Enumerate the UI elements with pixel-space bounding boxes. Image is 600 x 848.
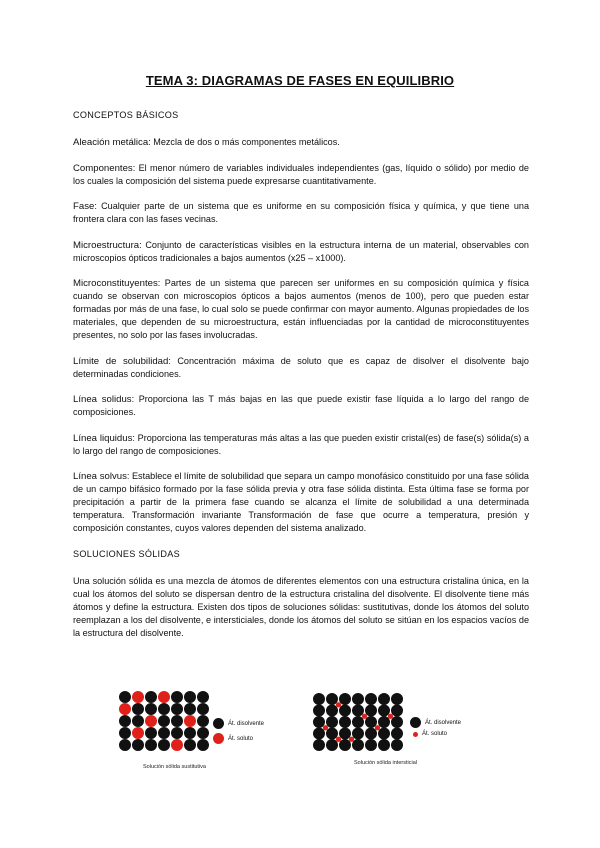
solvent-atom-icon — [410, 717, 421, 728]
definition-paragraph — [73, 470, 529, 535]
solute-atom — [171, 739, 183, 751]
solvent-atom — [365, 739, 377, 751]
definition-text: : Cualquier parte de un sistema que es uniforme en su composición física y química, y que tiene una frontera clara con las fases vecinas. — [73, 201, 529, 224]
solvent-atom — [145, 691, 157, 703]
solvent-atom — [313, 716, 325, 728]
definition-paragraph — [73, 393, 529, 419]
solvent-atom — [339, 739, 351, 751]
fig2-caption: Solución sólida intersticial — [354, 760, 417, 766]
solute-atom — [336, 702, 341, 707]
solvent-atom — [352, 705, 364, 717]
solute-atom — [132, 691, 144, 703]
definition-paragraph — [73, 136, 529, 149]
solvent-atom — [184, 703, 196, 715]
definition-text: : Establece el límite de solubilidad que separa un campo monofásico constituido por una fase sólida de un campo bifásico formado por la fase sólida previa y otra fase sólida distinta. Esta última fase se forma por precipitación a partir de la primera fase cuando se alcanza el límite de solubilidad a una determinada temperatura. Transformación invariante Transformación de fase que ocurre a temperatura, presión y composición constantes, cuyos valores dependen del sistema analizado. — [73, 471, 529, 533]
solvent-atom — [391, 739, 403, 751]
definition-term: Aleación metálica — [73, 137, 149, 148]
solvent-atom — [326, 728, 338, 740]
solute-atom — [362, 714, 367, 719]
substitutional-lattice-diagram — [118, 690, 212, 752]
solvent-atom — [313, 693, 325, 705]
definition-paragraph — [73, 432, 529, 458]
solvent-atom — [352, 693, 364, 705]
solute-atom — [158, 691, 170, 703]
solvent-atom — [145, 727, 157, 739]
solvent-atom — [145, 739, 157, 751]
solute-atom — [336, 737, 341, 742]
solvent-atom — [132, 715, 144, 727]
solvent-atom — [326, 705, 338, 717]
solvent-atom — [313, 739, 325, 751]
solute-atom — [119, 703, 131, 715]
solvent-atom — [326, 693, 338, 705]
solvent-atom — [184, 691, 196, 703]
solvent-atom — [197, 715, 209, 727]
solvent-atom — [197, 691, 209, 703]
definition-text: : El menor número de variables individuales independientes (gas, líquido o sólido) por medio de los cuales la composición del sistema puede expresarse cuantitativamente. — [73, 162, 529, 186]
solute-atom — [349, 737, 354, 742]
definition-text: : Partes de un sistema que parecen ser uniformes en su composición química y física cuando se observan con microscopios ópticos a bajos aumentos (menos de 100), pero que pueden estar formadas por más de una fase, lo cual solo se puede confirmar con mayor aumento. Algunas propiedades de los materiales, que dependen de su microestructura, están influenciadas por la cantidad de microconstituyentes presentes, no solo por las fases involucradas. — [73, 278, 529, 340]
definition-term: Fase — [73, 201, 95, 212]
solvent-atom — [391, 705, 403, 717]
section-heading-soluciones: SOLUCIONES SÓLIDAS — [73, 548, 180, 559]
definition-term: Línea solvus — [73, 471, 127, 482]
solvent-atom — [119, 691, 131, 703]
solvent-atom — [378, 693, 390, 705]
definition-text: : Proporciona las T más bajas en las que puede existir fase líquida a lo largo del rango de composiciones. — [73, 394, 529, 417]
definition-paragraph — [73, 277, 529, 342]
figures-area — [118, 690, 498, 780]
definition-text: : Concentración máxima de soluto que es capaz de disolver el disolvente bajo determinadas condiciones. — [73, 355, 529, 379]
solvent-atom — [197, 739, 209, 751]
solvent-atom — [352, 716, 364, 728]
figure-substitutional — [118, 690, 212, 752]
fig1-legend-solute — [213, 733, 253, 744]
solvent-atom — [313, 705, 325, 717]
document-body — [73, 109, 529, 652]
solvent-atom — [365, 693, 377, 705]
solvent-atom — [145, 703, 157, 715]
solute-atom — [323, 725, 328, 730]
solvent-atom — [171, 703, 183, 715]
solvent-atom — [184, 739, 196, 751]
solvent-atom — [119, 715, 131, 727]
solvent-atom — [365, 705, 377, 717]
definition-term: Límite de solubilidad — [73, 355, 169, 367]
solvent-atom — [158, 715, 170, 727]
solvent-atom — [171, 727, 183, 739]
definitions-list — [73, 136, 529, 535]
solvent-atom — [339, 693, 351, 705]
solvent-atom — [132, 739, 144, 751]
solvent-atom — [365, 716, 377, 728]
solute-atom — [388, 714, 393, 719]
solute-atom — [132, 727, 144, 739]
solute-atom — [145, 715, 157, 727]
solvent-atom — [119, 727, 131, 739]
solvent-atom — [378, 739, 390, 751]
solvent-atom — [378, 728, 390, 740]
solvent-atom — [158, 739, 170, 751]
solvent-atom — [119, 739, 131, 751]
definition-text: : Mezcla de dos o más componentes metálicos. — [148, 137, 340, 147]
solvent-atom — [313, 728, 325, 740]
fig1-legend-solute-label: Át. soluto — [228, 735, 254, 742]
solvent-atom — [339, 716, 351, 728]
solvent-atom — [197, 727, 209, 739]
solvent-atom — [365, 728, 377, 740]
definition-paragraph — [73, 200, 529, 226]
solvent-atom — [171, 691, 183, 703]
definition-paragraph — [73, 162, 529, 188]
solvent-atom — [378, 705, 390, 717]
solvent-atom — [171, 715, 183, 727]
definition-term: Microestructura — [73, 239, 140, 251]
page-title: TEMA 3: DIAGRAMAS DE FASES EN EQUILIBRIO — [145, 73, 455, 88]
definition-term: Componentes — [73, 162, 133, 174]
definition-paragraph — [73, 239, 529, 265]
fig2-legend-solvent-label: Át. disolvente — [425, 719, 462, 726]
definition-text: : Conjunto de características visibles en la estructura interna de un material, observables con microscopios ópticos tradicionales a bajos aumentos (x25 – x1000). — [73, 239, 529, 263]
definition-paragraph — [73, 355, 529, 381]
solvent-atom — [184, 727, 196, 739]
solvent-atom — [158, 703, 170, 715]
solute-atom — [375, 725, 380, 730]
solvent-atom — [197, 703, 209, 715]
solute-atom-icon — [213, 733, 224, 744]
solvent-atom — [339, 728, 351, 740]
interstitial-lattice-diagram — [312, 692, 404, 752]
solvent-atom — [378, 716, 390, 728]
solvent-atom-icon — [213, 718, 224, 729]
fig1-legend-solvent-label: Át. disolvente — [228, 720, 265, 727]
definition-term: Línea solidus — [73, 394, 132, 405]
solvent-atom — [339, 705, 351, 717]
fig1-legend-solvent — [213, 718, 264, 729]
solvent-atom — [391, 728, 403, 740]
fig2-legend-solvent — [410, 717, 461, 728]
definition-text: : Proporciona las temperaturas más altas a las que pueden existir cristal(es) de fase(s) sólida(s) a lo largo del rango de composiciones. — [73, 432, 529, 456]
solute-atom — [184, 715, 196, 727]
solute-atom-icon — [413, 732, 418, 737]
solvent-atom — [326, 739, 338, 751]
solvent-atom — [132, 703, 144, 715]
section-heading-conceptos: CONCEPTOS BÁSICOS — [73, 110, 179, 120]
solutions-paragraph: Una solución sólida es una mezcla de átomos de diferentes elementos con una estructura cristalina única, en la cual los átomos del soluto se dispersan dentro de la estructura cristalina del disolvente. El disolvente tiene más átomos y define la estructura. Existen dos tipos de soluciones sólidas: sustitutivas, donde los átomos del soluto reemplazan a los del disolvente, e intersticiales, donde los átomos del soluto se sitúan en los espacios vacíos de la estructura del disolvente. — [73, 575, 529, 638]
fig2-legend-solute — [413, 731, 447, 737]
solvent-atom — [158, 727, 170, 739]
solvent-atom — [326, 716, 338, 728]
solvent-atom — [352, 739, 364, 751]
definition-term: Línea liquidus — [73, 432, 133, 444]
solvent-atom — [352, 728, 364, 740]
definition-term: Microconstituyentes — [73, 278, 158, 289]
fig1-caption: Solución sólida sustitutiva — [143, 764, 206, 770]
solvent-atom — [391, 693, 403, 705]
fig2-legend-solute-label: Át. soluto — [422, 731, 448, 737]
figure-interstitial — [312, 692, 404, 752]
solvent-atom — [391, 716, 403, 728]
